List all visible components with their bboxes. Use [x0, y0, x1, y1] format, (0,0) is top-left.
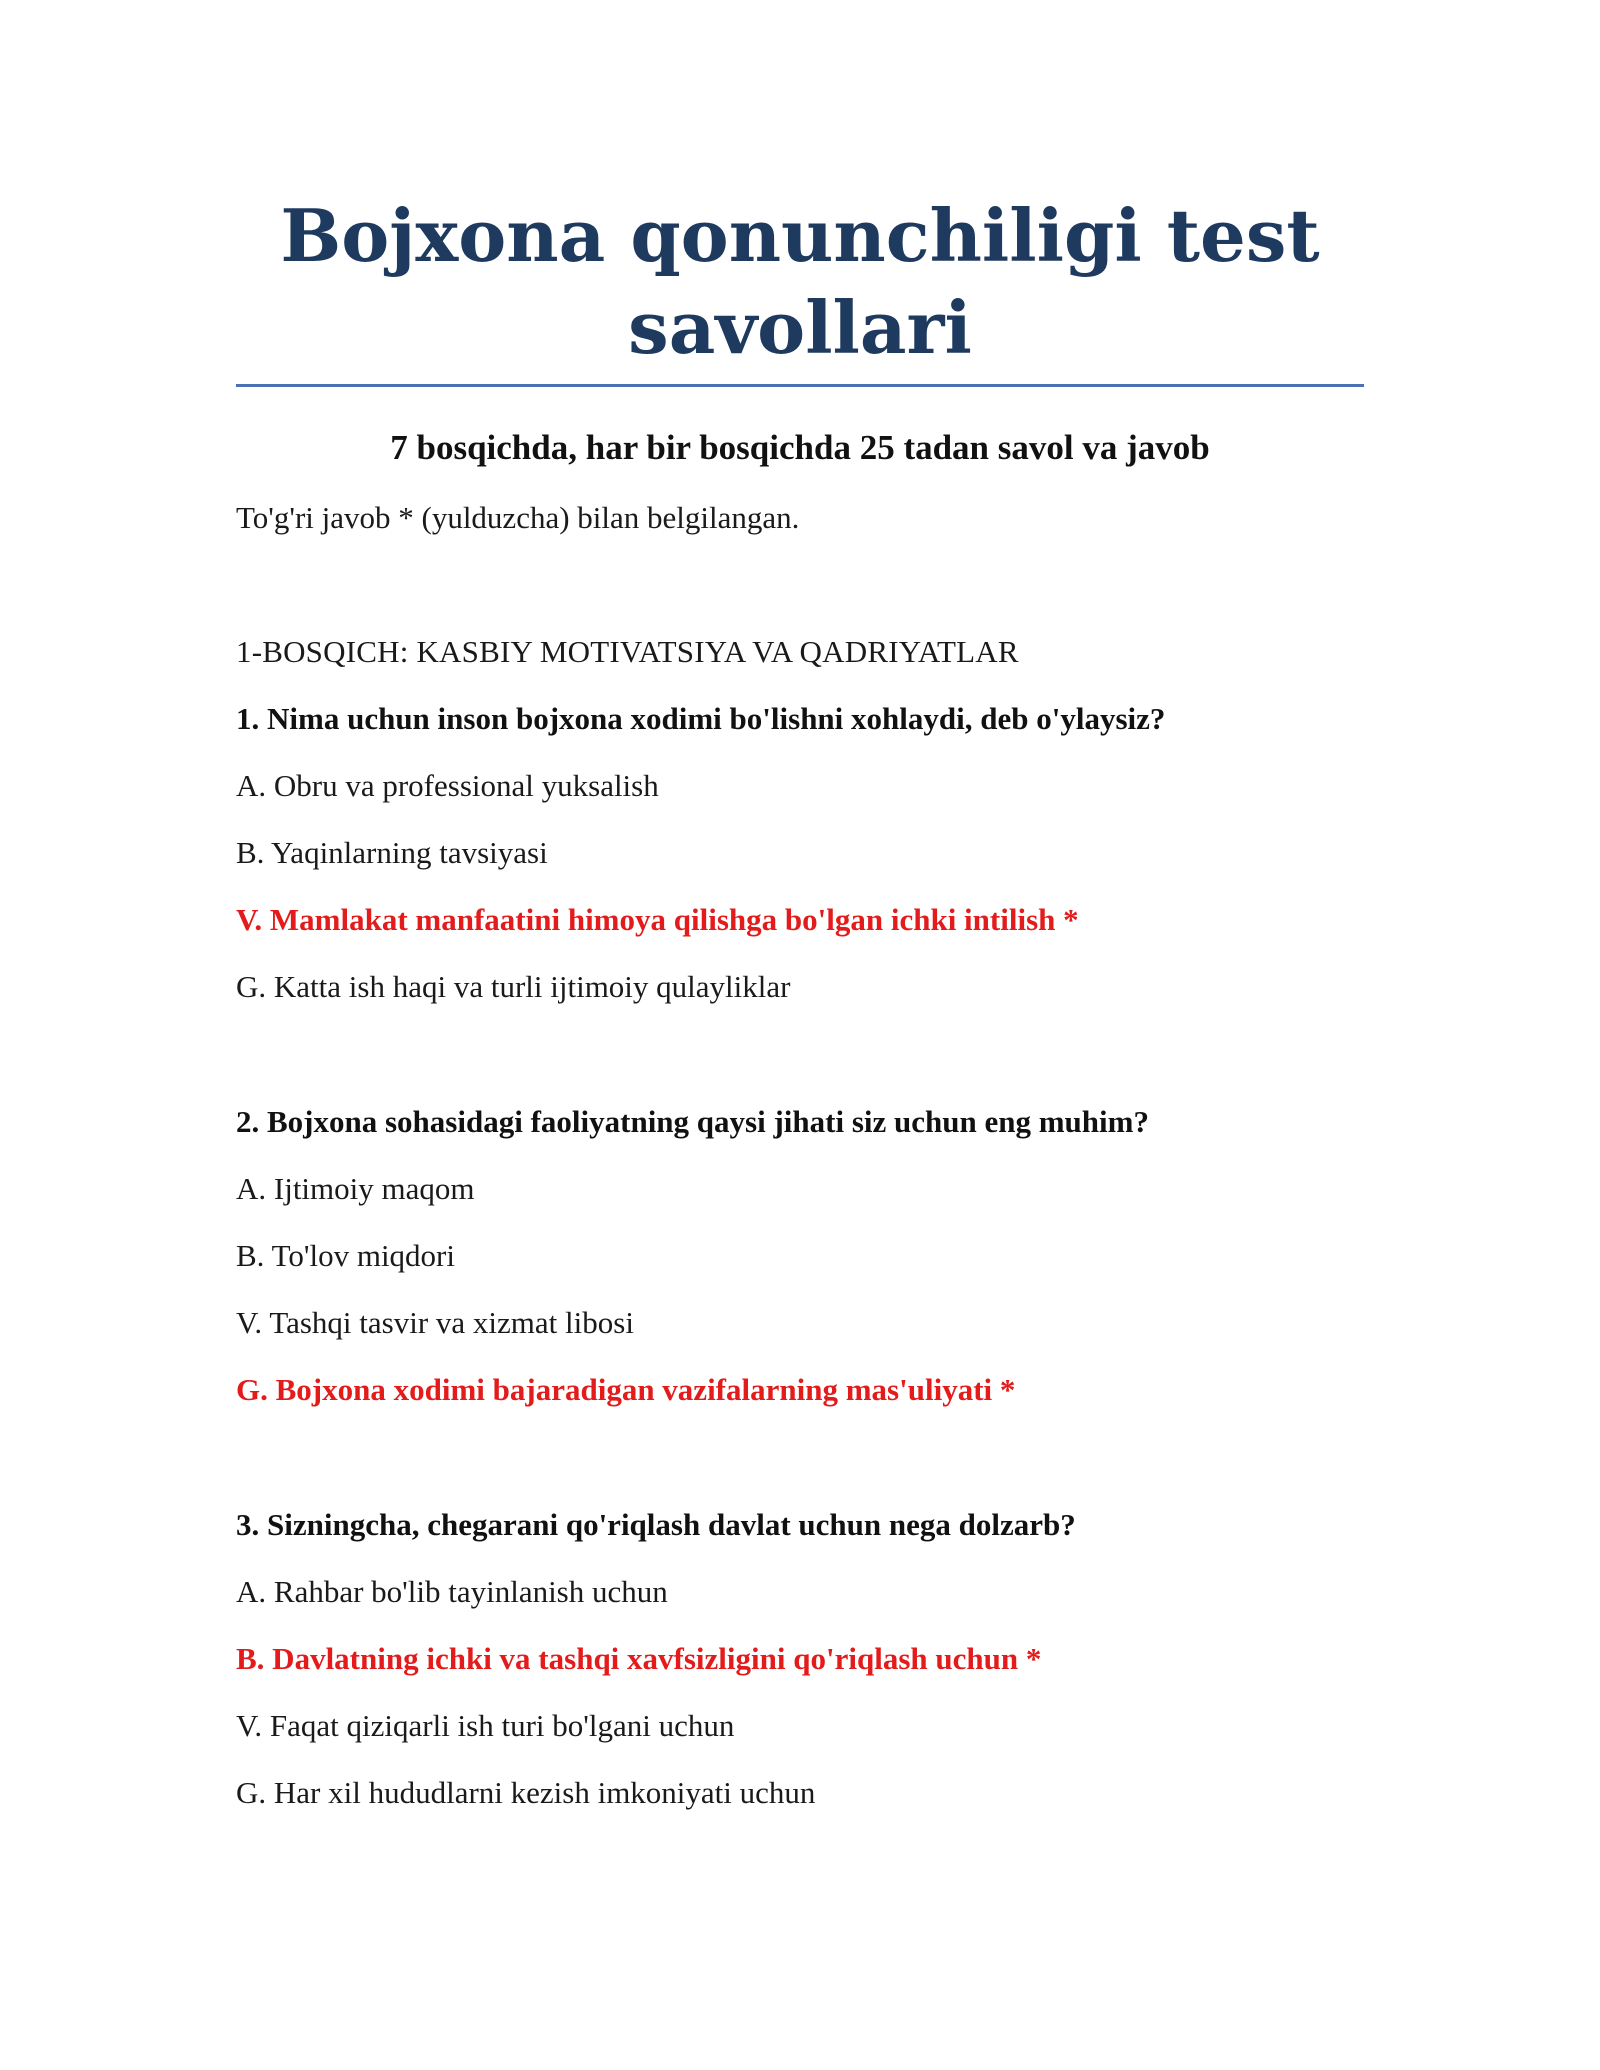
question-1-option-a: A. Obru va professional yuksalish: [236, 768, 659, 803]
answer-key-note: To'g'ri javob * (yulduzcha) bilan belgilangan.: [236, 500, 800, 535]
question-3-option-a: A. Rahbar bo'lib tayinlanish uchun: [236, 1574, 668, 1609]
question-2-option-v: V. Tashqi tasvir va xizmat libosi: [236, 1305, 634, 1340]
question-2-option-b: B. To'lov miqdori: [236, 1238, 455, 1273]
question-2-option-a: A. Ijtimoiy maqom: [236, 1171, 475, 1206]
question-3-option-b-correct: B. Davlatning ichki va tashqi xavfsizligini qo'riqlash uchun *: [236, 1641, 1042, 1676]
document-subtitle: 7 bosqichda, har bir bosqichda 25 tadan savol va javob: [390, 428, 1210, 467]
section-heading: 1-BOSQICH: KASBIY MOTIVATSIYA VA QADRIYATLAR: [236, 634, 1019, 669]
question-1-option-g: G. Katta ish haqi va turli ijtimoiy qulayliklar: [236, 969, 791, 1004]
question-2: 2. Bojxona sohasidagi faoliyatning qaysi jihati siz uchun eng muhim?: [236, 1104, 1149, 1139]
question-3-option-v: V. Faqat qiziqarli ish turi bo'lgani uchun: [236, 1708, 735, 1743]
question-3: 3. Sizningcha, chegarani qo'riqlash davlat uchun nega dolzarb?: [236, 1507, 1076, 1542]
question-2-option-g-correct: G. Bojxona xodimi bajaradigan vazifalarning mas'uliyati *: [236, 1372, 1016, 1407]
question-1-option-b: B. Yaqinlarning tavsiyasi: [236, 835, 548, 870]
question-3-option-g: G. Har xil hududlarni kezish imkoniyati uchun: [236, 1775, 816, 1810]
question-1-option-v-correct: V. Mamlakat manfaatini himoya qilishga bo'lgan ichki intilish *: [236, 902, 1079, 937]
title-divider: [236, 384, 1364, 387]
document-title: Bojxona qonunchiligi test savollari: [280, 193, 1320, 370]
question-1: 1. Nima uchun inson bojxona xodimi bo'lishni xohlaydi, deb o'ylaysiz?: [236, 701, 1166, 736]
